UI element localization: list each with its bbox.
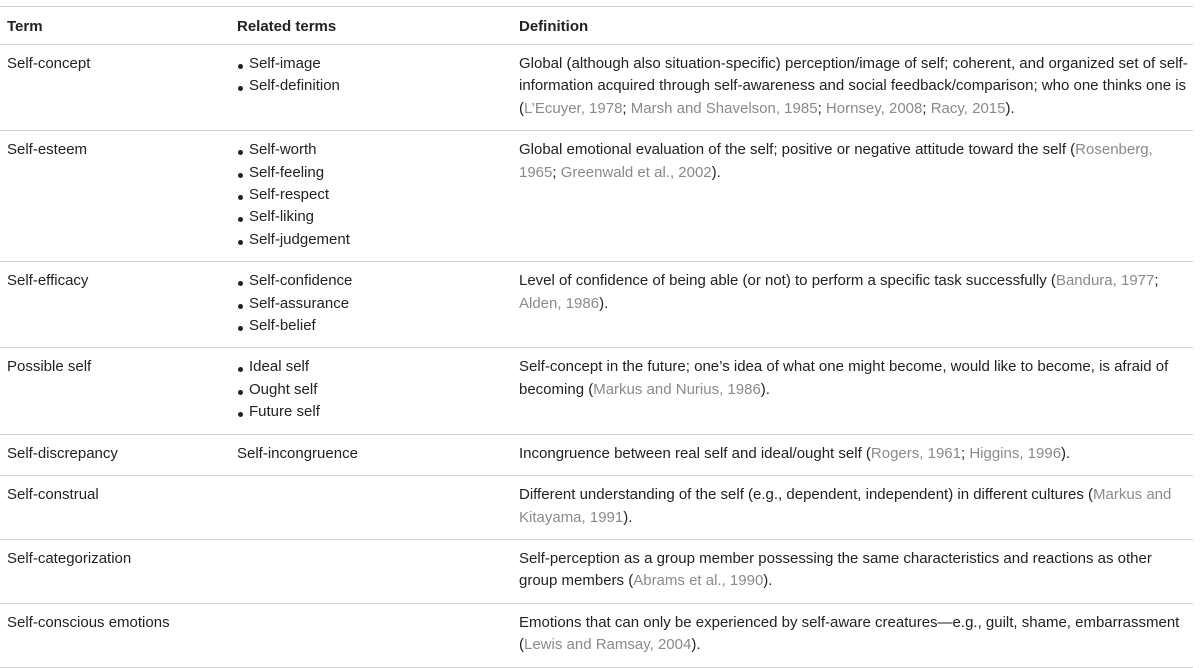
related-terms-list [237,356,512,423]
definition-text: ). [1005,99,1015,117]
related-term-item: Future self [237,401,512,423]
related-term-item: Self-feeling [237,162,512,184]
table-header [0,7,1193,45]
table-row [0,131,1193,262]
definition-text: ). [711,163,721,181]
definition-text: Self-perception as a group member possessing the same characteristics and reactions as other group members ( [519,549,1152,590]
related-terms-list [237,139,512,251]
table-row [0,434,1193,475]
definition-text: ). [623,508,633,526]
table-row [0,262,1193,348]
definition-cell [512,348,1193,434]
table-row [0,348,1193,434]
table-row [0,45,1193,131]
citation-link[interactable]: Markus and Kitayama, 1991 [519,486,1172,526]
related-terms-cell [230,45,512,131]
term-cell: Self-efficacy [7,272,89,290]
definition-text: ; [622,99,631,117]
related-term-item: Self-judgement [237,229,512,251]
related-term-item: Self-worth [237,139,512,161]
definition-text: Level of confidence of being able (or not) to perform a specific task successfully ( [519,272,1056,290]
definition-cell [512,434,1193,475]
term-cell: Possible self [7,358,92,376]
related-terms-list [237,53,512,98]
definition-text: ; [1154,272,1159,290]
citation-link[interactable]: Markus and Nurius, 1986 [593,380,761,398]
related-term-item: Self-image [237,53,512,75]
related-term-text: Self-incongruence [237,444,358,462]
related-term-item: Self-belief [237,315,512,337]
definition-text: Global emotional evaluation of the self; positive or negative attitude toward the self ( [519,141,1076,159]
related-terms-cell [230,476,512,540]
table-row [0,603,1193,667]
term-cell: Self-categorization [7,549,132,567]
related-terms-cell [230,262,512,348]
definition-cell [512,262,1193,348]
term-cell: Self-esteem [7,141,88,159]
definition-text: Different understanding of the self (e.g., dependent, independent) in different cultures ( [519,486,1093,504]
definition-text: ). [763,572,773,590]
citation-link[interactable]: Abrams et al., 1990 [633,572,764,590]
table-row [0,476,1193,540]
citation-link[interactable]: Rogers, 1961 [870,444,961,462]
definition-text: Global (although also situation-specific) perception/image of self; coherent, and organized set of self-information acquired through self-awareness and social feedback/comparison; who one thinks one is ( [519,55,1188,117]
citation-link[interactable]: Rosenberg, 1965 [519,141,1153,181]
citation-link[interactable]: Bandura, 1977 [1055,272,1155,290]
citation-link[interactable]: Greenwald et al., 2002 [560,163,712,181]
related-term-item: Self-liking [237,206,512,228]
definition-cell [512,131,1193,262]
term-cell: Self-conscious emotions [7,613,170,631]
citation-link[interactable]: L’Ecuyer, 1978 [524,99,623,117]
header-related-terms: Related terms [237,18,337,35]
related-terms-cell [230,603,512,667]
related-term-item: Self-assurance [237,293,512,315]
related-term-item: Self-confidence [237,270,512,292]
header-definition: Definition [519,18,589,35]
table-row [0,539,1193,603]
self-terms-table [0,6,1193,668]
citation-link[interactable]: Alden, 1986 [519,294,600,312]
table-body [0,45,1193,668]
definition-text: ). [760,380,770,398]
header-row [0,7,1193,45]
definition-text: Emotions that can only be experienced by self-aware creatures—e.g., guilt, shame, embarrassment ( [519,613,1180,654]
definition-text: Incongruence between real self and ideal/ought self ( [519,444,871,462]
related-term-item: Self-respect [237,184,512,206]
definition-cell [512,45,1193,131]
definition-text: ; [922,99,931,117]
definition-cell [512,539,1193,603]
term-cell: Self-concept [7,55,91,72]
related-terms-list [237,270,512,337]
related-term-item: Self-definition [237,75,512,97]
related-terms-cell [230,131,512,262]
definition-text: ; [817,99,826,117]
definition-cell [512,603,1193,667]
related-term-item: Ideal self [237,356,512,378]
citation-link[interactable]: Higgins, 1996 [969,444,1062,462]
term-cell: Self-construal [7,486,99,504]
definition-text: ). [1061,444,1071,462]
header-term: Term [7,18,43,35]
related-terms-cell [230,348,512,434]
term-cell: Self-discrepancy [7,444,118,462]
definition-text: ; [960,444,970,462]
related-term-item: Ought self [237,379,512,401]
definition-cell [512,476,1193,540]
definition-text: ). [599,294,609,312]
definition-text: ; [552,163,561,181]
related-terms-cell [230,539,512,603]
definition-text: ). [691,636,701,654]
citation-link[interactable]: Marsh and Shavelson, 1985 [630,99,818,117]
citation-link[interactable]: Lewis and Ramsay, 2004 [524,636,692,654]
citation-link[interactable]: Racy, 2015 [930,99,1006,117]
citation-link[interactable]: Hornsey, 2008 [825,99,923,117]
related-terms-cell [230,434,512,475]
definition-text: Self-concept in the future; one’s idea of what one might become, would like to become, is afraid of becoming ( [519,358,1169,398]
